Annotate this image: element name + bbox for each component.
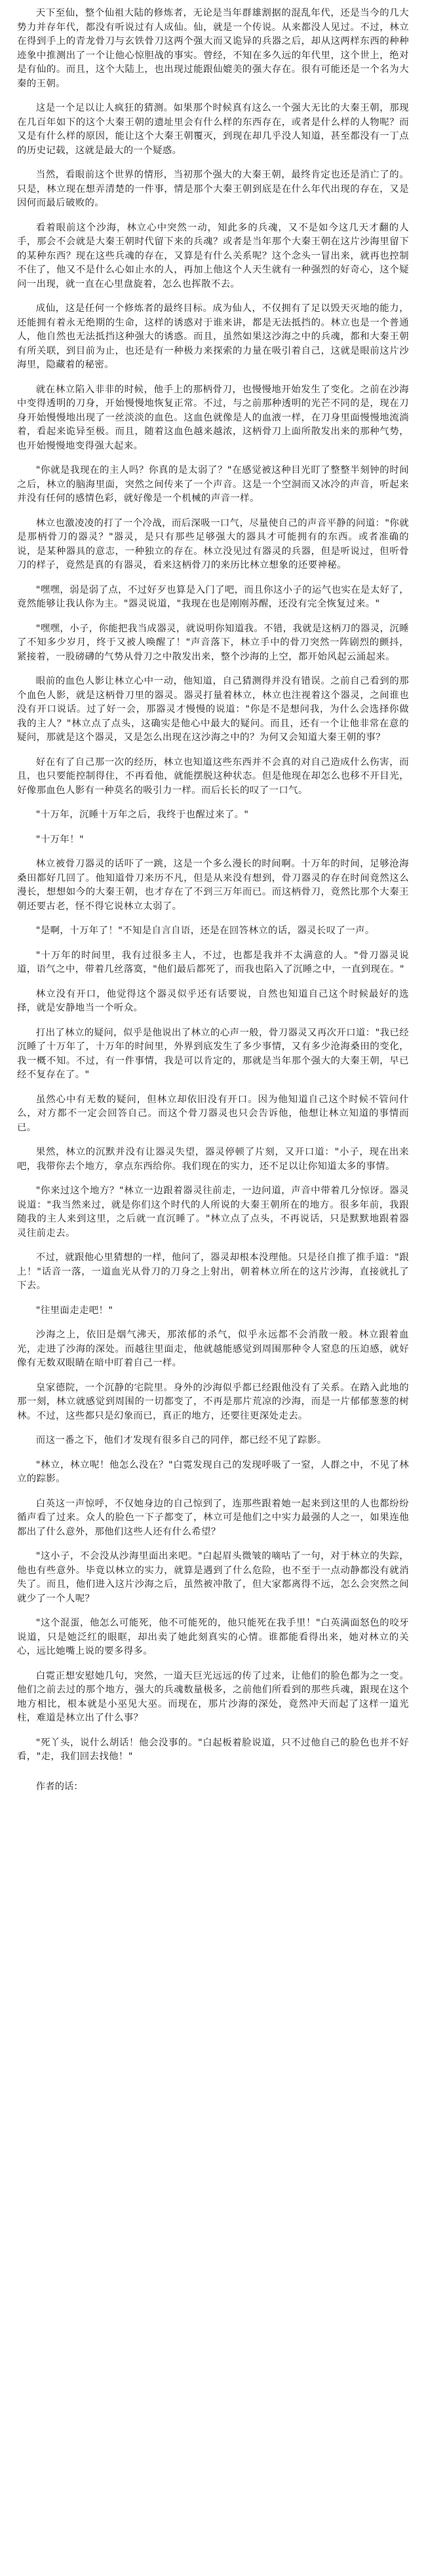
paragraph: "死丫头，说什么胡话！他会没事的。"白起板着脸说道，只不过他自己的脸色也并不好看，"走，我们回去找他！"	[17, 1737, 409, 1762]
paragraph: "你来过这个地方？"林立一边跟着器灵往前走，一边问道，声音中带着几分惊讶。器灵说道："我当然来过，就是你们这个时代的人所说的大秦王朝所在的地方。很多年前，我跟随我的主人来到这里，之后就一直沉睡了。"林立点了点头，不再说话，只是默默地跟着器灵往前走去。	[17, 1185, 409, 1239]
paragraph: "这小子，不会没从沙海里面出来吧。"白起眉头微皱的嘀咕了一句，对于林立的失踪，他也有些意外。毕竟以林立的实力，就算是遇到了什么危险，也不至于一点动静都没有就消失了。而且，他们进入这片沙海之后，虽然被冲散了，但大家都离得不远，怎么会突然之间就少了一个人呢？	[17, 1551, 409, 1604]
paragraph: "是啊，十万年了！"不知是自言自语，还是在回答林立的话，器灵长叹了一声。	[35, 925, 375, 936]
paragraph: 眼前的血色人影让林立心中一动，他知道，自己猜测得并没有错误。之前自己看到的那个血色人影，就是这柄骨刀里的器灵。器灵打量着林立，林立也注视着这个器灵，之间谁也没有开口说话。过了好一会，那器灵才慢慢的说道："你是不是想问我，为什么会选择你做我的主人？"林立点了点头，这确实是他心中最大的疑问。而且，还有一个让他非常在意的疑问，那就是这个器灵，又是怎么出现在这沙海之中的？为何又会知道大秦王朝的事？	[17, 676, 409, 743]
author-note-heading: 作者的话：	[35, 1781, 83, 1792]
paragraph: 好在有了自己那一次的经历，林立也知道这些东西并不会真的对自己造成什么伤害，而且，也只要能控制得住，不再看他，就能摆脱这种状态。但是他现在却怎么也移不开目光，好像那血色人影有一种莫名的吸引力一样。而后长长的叹了一口气。	[17, 756, 409, 796]
paragraph: "林立，林立呢！他怎么没在？"白霓发现自己的发现呼吸了一窒，人群之中，不见了林立的踪影。	[17, 1459, 409, 1484]
paragraph: "往里面走走吧！"	[35, 1305, 113, 1316]
paragraph: 林立被骨刀器灵的话吓了一跳，这是一个多么漫长的时间啊。十万年的时间，足够沧海桑田都好几回了。他知道骨刀来历不凡，但是从来没有想到，骨刀器灵的存在时间竟然这么漫长，想想如今的大秦王朝，也才存在了不到三万年而已。而这柄骨刀，竟然比那个大秦王朝还要古老，怪不得它说林立太弱了。	[17, 859, 409, 912]
paragraph: 当然，看眼前这个世界的情形，当初那个强大的大秦王朝，最终肯定也还是消亡了的。只是，林立现在想弄清楚的一件事，情是那个大秦王朝到底是在什么年代出现的存在，又是因何而最后破败的。	[17, 170, 409, 208]
paragraph: "这个混蛋，他怎么可能死，他不可能死的，他只能死在我手里！"白英满面怒色的咬牙说道，只是她泛红的眼眶，却出卖了她此刻真实的心情。谁都能看得出来，她对林立的关心，远比她嘴上说的要多得多。	[17, 1618, 409, 1656]
paragraph: 林立没有开口，他觉得这个器灵似乎还有话要说，自然也知道自己这个时候最好的选择，就是安静地当一个听众。	[17, 988, 409, 1013]
paragraph: 打出了林立的疑问，似乎是他说出了林立的心声一般，骨刀器灵又再次开口道："我已经沉睡了十万年了，十万年的时间里，外界到底发生了多少事情，又有多少沧海桑田的变化，我一概不知。不过，有一件事情，我是可以肯定的，那就是当年那个强大的大秦王朝，早已经不复存在了。"	[17, 1027, 409, 1080]
paragraph: 看着眼前这个沙海，林立心中突然一动，知此多的兵魂，又不是如今这几天才翻的人手，那会不会就是大秦王朝时代留下来的兵魂？或者是当年那个大秦王朝在这片沙海里留下的某种东西？现在这些兵魂的存在，又算是有什么关系呢？这个念头一冒出来，就再也控制不住了，他又不是什么心如止水的人，再加上他这个人天生就有一种强烈的好奇心，这个疑问一出现，就一直在心里盘旋着，怎么也挥散不去。	[17, 222, 409, 289]
paragraph: 而这一番之下，他们才发现有很多自己的同伴，都已经不见了踪影。	[35, 1435, 327, 1446]
paragraph: "十万年，沉睡十万年之后，我终于也醒过来了。"	[35, 810, 249, 820]
paragraph: 天下至仙，整个仙祖大陆的修炼者，无论是当年群雄割据的混乱年代，还是当今的几大势力并存年代，都没有听说过有人成仙。仙，就是一个传说。从来都没人见过。不过，林立在得到手上的青龙骨刀与玄铁骨刀这两个强大而又诡异的兵器之后，却从这两样东西的种种迹象中推测出了一个让他心惊胆战的事实。曾经，不知在多久远的年代里，这个世上，绝对是有仙的。而且，这个大陆上，也出现过能跟仙媲美的强大存在。很有可能还是一个名为大秦的王朝。	[17, 8, 409, 89]
paragraph: 白英这一声惊呼，不仅她身边的自己惊到了，连那些跟着她一起来到这里的人也都纷纷循声看了过来。众人的脸色一下子都变了，林立可是他们之中实力最强的人之一，如果连他都出了什么意外，那他们这些人还有什么希望？	[17, 1498, 409, 1537]
paragraph: 皇家德院，一个沉静的宅院里。身外的沙海似乎都已经跟他没有了关系。在踏入此地的那一刻，林立就感觉到周围的一切都变了，不再是那片荒凉的沙海，而是一片郁郁葱葱的树林。不过，这些都只是幻象而已，真正的地方，还要往更深处走去。	[17, 1382, 409, 1421]
paragraph: "你就是我现在的主人吗？你真的是太弱了？"在感觉被这种目光盯了整整半刻钟的时间之后，林立的脑海里面，突然之间传来了一个声音。这是一个空洞而又冰冷的声音，听起来并没有任何的感情色彩，就好像是一个机械的声音一样。	[17, 465, 409, 504]
paragraph: 白霓正想安慰她几句，突然，一道天巨光远远的传了过来，让他们的脸色都为之一变。他们之前去过的那个地方，强大的兵魂数量极多，之前他们所看到的那些兵魂，跟现在这个地方相比，根本就是小巫见大巫。而现在，那片沙海的深处，竟然冲天而起了这样一道光柱，难道是林立出了什么事？	[17, 1670, 409, 1723]
paragraph: "十万年的时间里，我有过很多主人，不过，也都是我并不太满意的人。"骨刀器灵说道，语气之中，带着几丝落寞，"他们最后都死了，而我也陷入了沉睡之中，一直到现在。"	[17, 950, 409, 975]
paragraph: "嘿嘿，弱是弱了点，不过好歹也算是入门了吧，而且你这小子的运气也实在是太好了，竟然能够让我认你为主。"器灵说道，"我现在也是刚刚苏醒，还没有完全恢复过来。"	[17, 584, 409, 609]
paragraph: 这是一个足以让人疯狂的猜测。如果那个时候真有这么一个强大无比的大秦王朝，那现在几百年如下的这个大秦王朝的遗址里会有什么样的东西存在，或者是什么样的人物呢？而又是有什么样的原因，能让这个大秦王朝覆灭，到现在却几乎没人知道，甚至都没有一丁点的历史记载，这就是最大的一个疑惑。	[17, 103, 409, 156]
paragraph: 成仙，这是任何一个修炼者的最终目标。成为仙人，不仅拥有了足以毁天灭地的能力，还能拥有着永无绝期的生命，这样的诱惑对于谁来讲，都是无法抵挡的。林立也是一个普通人，他自然也无法抵挡这种强大的诱惑。而且，虽然如果这沙海之中的兵魂，都和大秦王朝有所关联，到目前为止，也还是有一种极力来探索的力量在吸引着自己，这就是眼前这片沙海里，隐藏着的秘密。	[17, 303, 409, 370]
paragraph: "嘿嘿，小子，你能把我当成器灵，就说明你知道我。不错，我就是这柄刀的器灵，沉睡了不知多少岁月，终于又被人唤醒了！"声音落下，林立手中的骨刀突然一阵剧烈的颤抖，紧接着，一股磅礴的气势从骨刀之中散发出来，整个沙海的上空，都开始风起云涌起来。	[17, 623, 409, 662]
paragraph: 就在林立陷入非非的时候，他手上的那柄骨刀，也慢慢地开始发生了变化。之前在沙海中变得透明的刀身，开始慢慢地恢复正常。不过，与之前那种透明的光芒不同的是，现在刀身开始慢慢地出现了一丝淡淡的血色。这血色就像是人的血液一样，在刀身里面慢慢地流淌着，看起来诡异至极。而且，随着这血色越来越浓，这柄骨刀上面所散发出来的那种气势，也开始慢慢地变得强大起来。	[17, 384, 409, 451]
paragraph: 林立也激凌凌的打了一个冷战，而后深吸一口气，尽量使自己的声音平静的问道："你就是那柄骨刀的器灵？"器灵，是只有那些足够强大的器具才可能拥有的东西。或者准确的说，是某种器具的意志，一种独立的存在。林立没见过有器灵的兵器，但是听说过，但听骨刀的样子，竟然是真的有器灵，看来这柄骨刀的来历比林立想象的还要神秘。	[17, 517, 409, 570]
paragraph: 不过，就跟他心里猜想的一样，他问了，器灵却根本没理他。只是径自推了推手道："跟上！"话音一落，一道血光从骨刀的刀身之上射出，朝着林立所在的这片沙海，直接就扎了下去。	[17, 1252, 409, 1291]
paragraph: 沙海之上，依旧是烟气沸天，那浓郁的杀气，似乎永远都不会消散一般。林立跟着血光，走进了沙海的深处。而越往里面走，他就越能感觉到周围那种令人窒息的压迫感，就好像有无数双眼睛在暗中盯着自己一样。	[17, 1330, 409, 1368]
paragraph: 果然，林立的沉默并没有让器灵失望，器灵停顿了片刻，又开口道："小子，现在出来吧，我带你去个地方，拿点东西给你。我们现在的实力，还不足以让你知道太多的事情。	[17, 1147, 409, 1172]
paragraph: "十万年！"	[35, 834, 84, 845]
paragraph: 虽然心中有无数的疑问，但林立却依旧没有开口。因为他知道自己这个时候不管问什么，对方都不一定会回答自己。而这个骨刀器灵也只会告诉他，他想让林立知道的事情而已。	[17, 1094, 409, 1133]
